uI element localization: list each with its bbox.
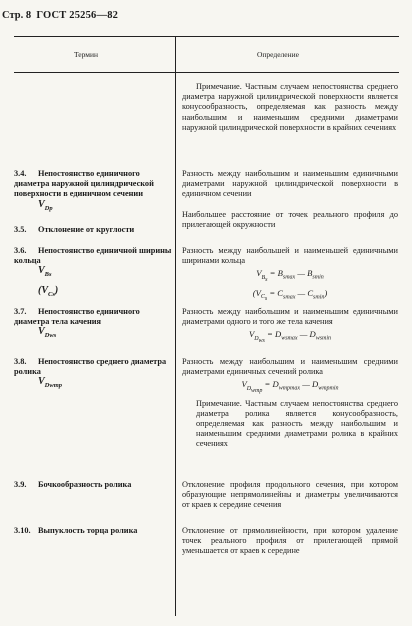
formula-vcs: ($V_{C_s} = C_{smax}$ — $C_{smin}$) bbox=[252, 287, 328, 303]
column-header-definition: Определение bbox=[257, 50, 299, 59]
definition-3-5: Наибольшее расстояние от точек реального профиля до прилегающей окружности bbox=[182, 210, 398, 230]
terms-table bbox=[14, 36, 399, 616]
term-3-7 bbox=[14, 307, 173, 342]
term-number: 3.6. bbox=[14, 246, 27, 255]
term-symbol: $V_{Dwmp}$ bbox=[38, 376, 63, 390]
column-header-terms: Термин bbox=[74, 50, 99, 59]
note-text: Примечание. Частным случаем непостоянства среднего диаметра ролика является конусообразность, определяемая как разность между наибольшим и наименьшим средними диаметрами ролика в крайних сечениях bbox=[196, 398, 398, 449]
term-symbol: $V_{Bs}$ bbox=[38, 265, 52, 279]
term-text: Непостоянство единичного диаметра тела качения bbox=[14, 307, 140, 327]
term-text: Непостоянство среднего диаметра ролика bbox=[14, 357, 167, 377]
term-number: 3.4. bbox=[14, 169, 27, 178]
term-3-4 bbox=[14, 169, 173, 214]
term-symbol-alt: $(V_{Cs})$ bbox=[38, 284, 59, 298]
definition-3-8 bbox=[182, 357, 398, 450]
term-symbol: $V_{Dp}$ bbox=[38, 198, 53, 212]
standard-code: ГОСТ 25256—82 bbox=[36, 10, 119, 21]
term-text: Непостоянство единичной ширины кольца bbox=[14, 246, 172, 266]
column-divider bbox=[175, 36, 176, 616]
term-symbol: $V_{Dws}$ bbox=[38, 326, 57, 340]
term-number: 3.10. bbox=[14, 526, 31, 535]
table-header-rule bbox=[14, 72, 399, 73]
page-number: Стр. 8 bbox=[2, 10, 32, 21]
formula-vbs: $V_{B_s} = B_{smax}$ — $B_{smin}$ bbox=[256, 268, 324, 284]
note-text: Примечание. Частным случаем непостоянства среднего диаметра наружной цилиндрической поверхности является конусообразность, определяемая как разность между наибольшим и наименьшим средними диаметрами наружной цилиндрической поверхности в крайних сечениях bbox=[182, 82, 398, 132]
term-3-9 bbox=[14, 480, 173, 490]
formula-vdws: $V_{D_{ws}} = D_{wsmax}$ — $D_{wsmin}$ bbox=[248, 329, 332, 345]
term-number: 3.5. bbox=[14, 225, 27, 234]
definition-text: Разность между наибольшей и наименьшей единичными ширинами кольца bbox=[182, 246, 398, 266]
term-3-8 bbox=[14, 357, 173, 392]
definition-3-6 bbox=[182, 246, 398, 307]
term-text: Непостоянство единичного диаметра наружной цилиндрической поверхности в единичном сечении bbox=[14, 169, 154, 199]
term-3-10 bbox=[14, 526, 173, 536]
definition-text: Разность между наибольшим и наименьшим единичными диаметрами одного и того же тела качения bbox=[182, 307, 398, 327]
page-header bbox=[2, 10, 118, 21]
formula-vdwmp: $V_{D_{wmp}} = D_{wmpmax}$ — $D_{wmpmin}$ bbox=[241, 379, 339, 395]
note-continuation bbox=[182, 82, 398, 133]
definition-3-4: Разность между наибольшим и наименьшим единичными диаметрами наружной цилиндрической поверхности в единичном сечении bbox=[182, 169, 398, 199]
term-number: 3.8. bbox=[14, 357, 27, 366]
term-text: Отклонение от круглости bbox=[38, 225, 135, 234]
term-3-5 bbox=[14, 225, 173, 235]
term-number: 3.7. bbox=[14, 307, 27, 316]
table-top-rule bbox=[14, 36, 399, 37]
definition-3-9: Отклонение профиля продольного сечения, при котором образующие непрямолинейны и диаметры увеличиваются от краев к середине сечения bbox=[182, 480, 398, 510]
term-text: Бочкообразность ролика bbox=[38, 480, 132, 489]
term-number: 3.9. bbox=[14, 480, 27, 489]
definition-3-10: Отклонение от прямолинейности, при котором удаление точек реального профиля от прилегающей прямой уменьшается от краев к середине bbox=[182, 526, 398, 556]
term-text: Выпуклость торца ролика bbox=[38, 526, 138, 535]
term-3-6 bbox=[14, 246, 173, 300]
definition-3-7 bbox=[182, 307, 398, 349]
definition-text: Разность между наибольшим и наименьшим средними диаметрами единичных сечений ролика bbox=[182, 357, 398, 377]
